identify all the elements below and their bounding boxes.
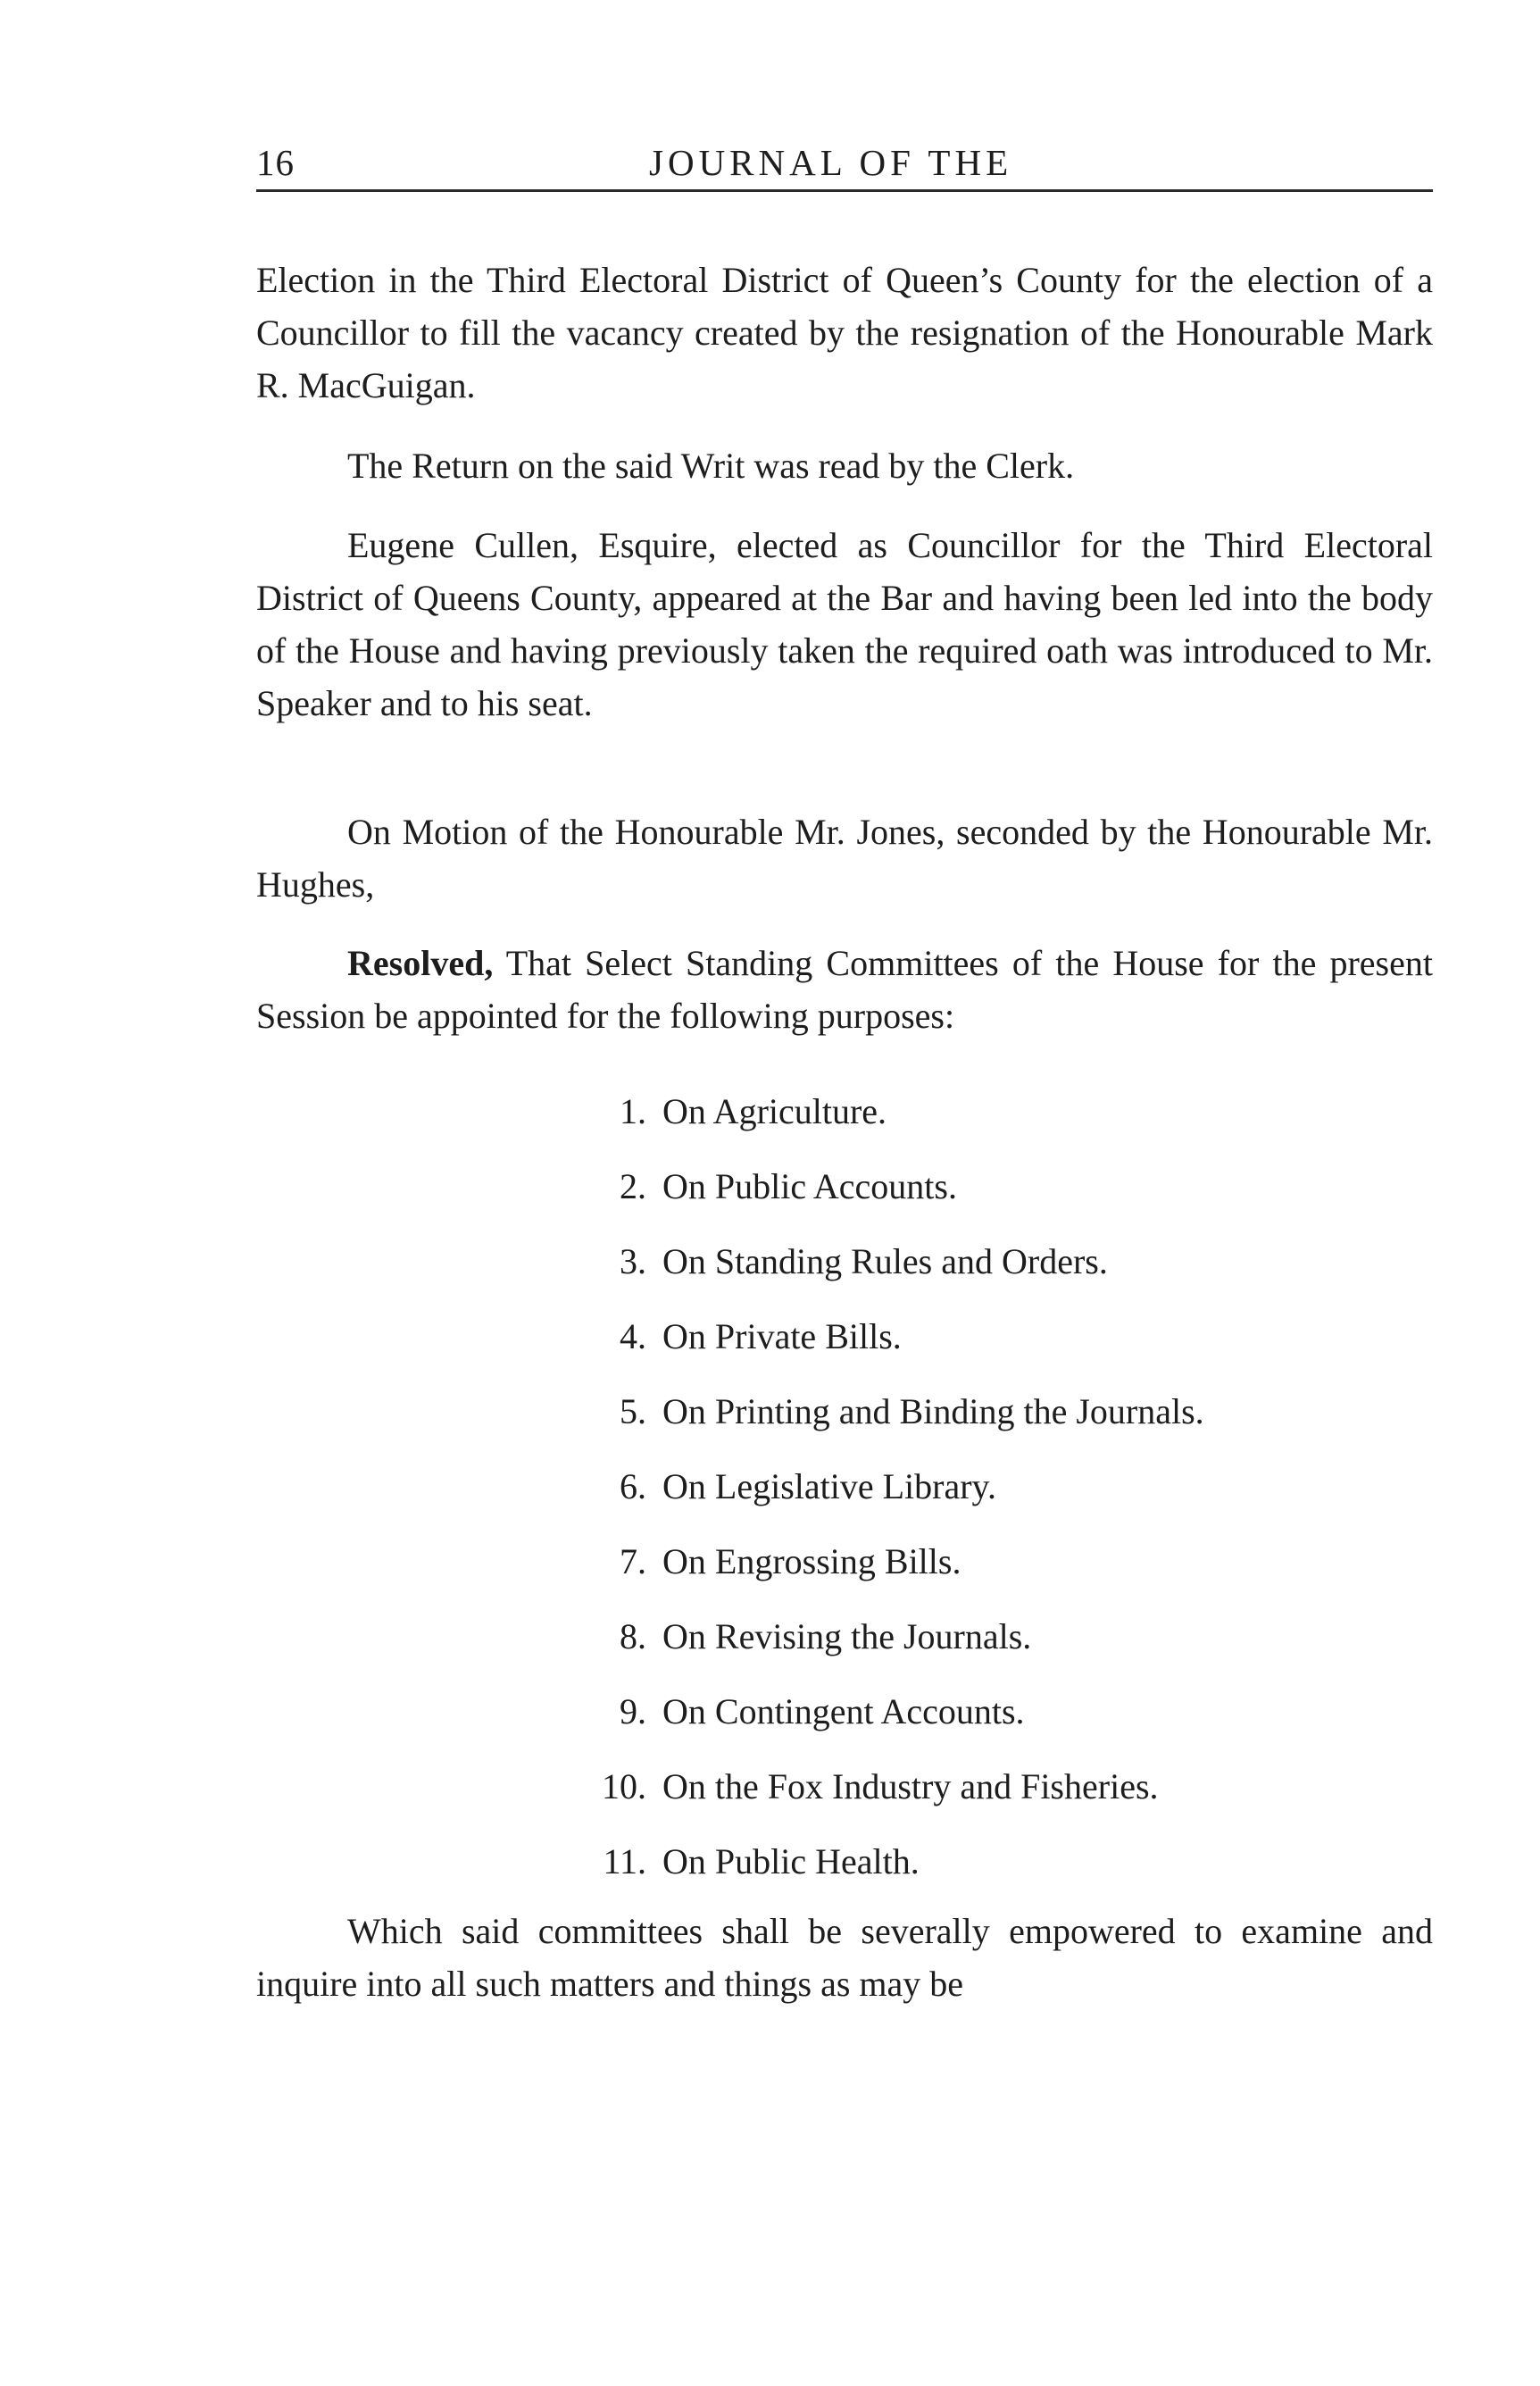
journal-title: JOURNAL OF THE [649, 142, 1013, 183]
committee-item [536, 1149, 1204, 1224]
header-rule [256, 189, 1433, 192]
committee-item [536, 1224, 1204, 1299]
committee-item [536, 1749, 1204, 1824]
paragraph-motion: On Motion of the Honourable Mr. Jones, seconded by the Honourable Mr. Hughes, [256, 812, 1433, 905]
committee-number: 7. [620, 1541, 646, 1581]
paragraph-eugene-cullen: Eugene Cullen, Esquire, elected as Councillor for the Third Electoral District of Queens County, appeared at the Bar and having been led into the body of the House and having previously taken the required oath was introduced to Mr. Speaker and to his seat. [256, 525, 1433, 723]
running-head [256, 134, 1433, 189]
committee-item [536, 1074, 1204, 1149]
page-number: 16 [256, 142, 295, 183]
committee-number: 2. [620, 1166, 646, 1206]
paragraph-committees-empowered: Which said committees shall be severally empowered to examine and inquire into all such matters and things as may be [256, 1911, 1433, 2004]
committee-name: On the Fox Industry and Fisheries. [662, 1766, 1159, 1806]
committee-name: On Standing Rules and Orders. [662, 1241, 1108, 1281]
committee-number: 10. [602, 1766, 646, 1806]
committee-name: On Printing and Binding the Journals. [662, 1391, 1204, 1431]
paragraph-election: Election in the Third Electoral District of Queen’s County for the election of a Councillor to fill the vacancy created by the resignation of the Honourable Mark R. MacGuigan. [256, 260, 1433, 405]
committee-item [536, 1299, 1204, 1374]
committee-name: On Revising the Journals. [662, 1616, 1032, 1656]
committee-number: 6. [620, 1466, 646, 1506]
committee-number: 4. [620, 1316, 646, 1356]
committee-name: On Public Health. [662, 1841, 920, 1881]
committee-name: On Engrossing Bills. [662, 1541, 961, 1581]
committee-name: On Contingent Accounts. [662, 1691, 1025, 1731]
committee-number: 11. [603, 1841, 646, 1881]
committee-name: On Agriculture. [662, 1091, 887, 1131]
committee-number: 5. [620, 1391, 646, 1431]
committee-number: 3. [620, 1241, 646, 1281]
committee-item [536, 1524, 1204, 1599]
committee-list [536, 1074, 1204, 1899]
resolved-text: That Select Standing Committees of the House for the present Session be appointed for the following purposes: [256, 943, 1433, 1036]
resolved-label: Resolved, [347, 943, 494, 983]
committee-name: On Public Accounts. [662, 1166, 957, 1206]
paragraph-return: The Return on the said Writ was read by the Clerk. [347, 446, 1075, 486]
committee-number: 1. [620, 1091, 646, 1131]
paragraph-resolved [256, 937, 1433, 1042]
committee-number: 9. [620, 1691, 646, 1731]
committee-name: On Legislative Library. [662, 1466, 996, 1506]
committee-item [536, 1824, 1204, 1899]
committee-name: On Private Bills. [662, 1316, 902, 1356]
committee-number: 8. [620, 1616, 646, 1656]
committee-item [536, 1599, 1204, 1674]
committee-item [536, 1374, 1204, 1449]
committee-item [536, 1674, 1204, 1749]
committee-item [536, 1449, 1204, 1524]
